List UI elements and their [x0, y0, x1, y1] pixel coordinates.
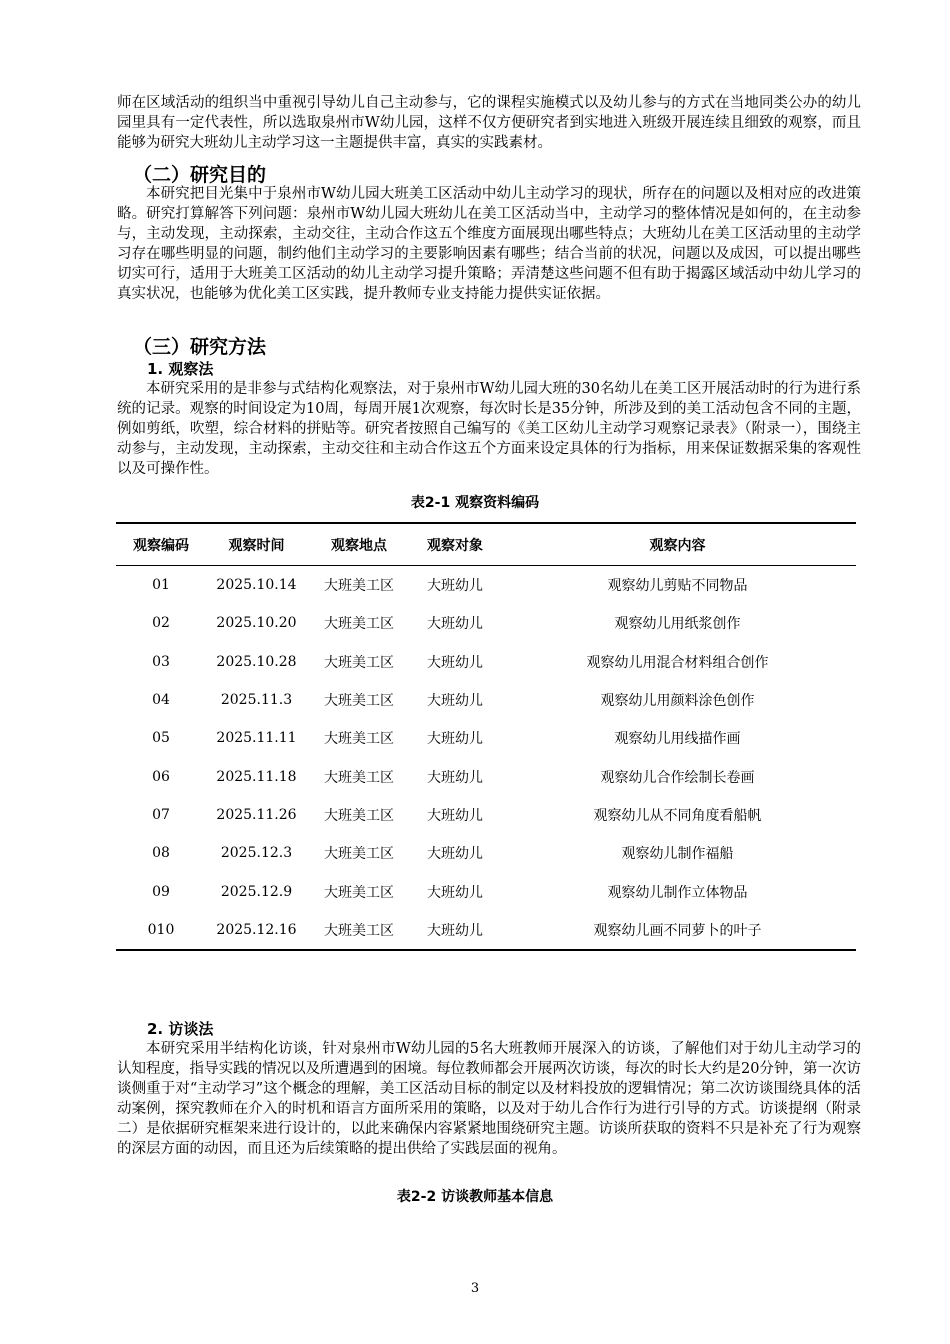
table-cell: 03	[152, 653, 170, 670]
table-cell: 观察幼儿制作福船	[621, 846, 734, 863]
table-cell: 大班美工区	[324, 807, 394, 824]
table-cell: 观察幼儿剪贴不同物品	[607, 578, 748, 595]
table-cell: 观察幼儿制作立体物品	[607, 884, 748, 901]
table-cell: 观察幼儿合作绘制长卷画	[600, 769, 755, 786]
table-cell: 观察幼儿用颜料涂色创作	[600, 693, 755, 710]
table-cell: 05	[152, 730, 170, 747]
table-cell: 2025.12.3	[220, 845, 293, 862]
table-row	[116, 566, 856, 605]
table-cell: 大班美工区	[324, 693, 394, 710]
observation-coding-table	[116, 522, 856, 951]
table-cell: 大班美工区	[324, 922, 394, 939]
observation-paragraph: 本研究采用的是非参与式结构化观察法，对于泉州市W幼儿园大班的30名幼儿在美工区开展活动时的行为进行系统的记录。观察的时间设定为10周，每周开展1次观察，每次时长是35分钟，所涉及到的美工活动包含不同的主题，例如剪纸，吹塑，综合材料的拼贴等。研究者按照自己编写的《美工区幼儿主动学习观察记录表》（附录一），围绕主动参与，主动发现，主动探索，主动交往和主动合作这五个方面来设定具体的行为指标，用来保证数据采集的客观性以及可操作性。	[117, 381, 861, 477]
purpose-paragraph: 本研究把目光集中于泉州市W幼儿园大班美工区活动中幼儿主动学习的现状，所存在的问题以及相对应的改进策略。研究打算解答下列问题：泉州市W幼儿园大班幼儿在美工区活动当中，主动学习的整体情况是如何的，在主动参与，主动发现，主动探索，主动交往，主动合作这五个维度方面展现出哪些特点；大班幼儿在美工区活动里的主动学习存在哪些明显的问题，制约他们主动学习的主要影响因素有哪些；结合当前的状况，问题以及成因，可以提出哪些切实可行，适用于大班美工区活动的幼儿主动学习提升策略；弄清楚这些问题不但有助于揭露区域活动中幼儿学习的真实状况，也能够为优化美工区实践，提升教师专业支持能力提供实证依据。	[117, 186, 861, 302]
table-caption-interview: 表2-2 访谈教师基本信息	[396, 1189, 554, 1205]
table-cell: 010	[147, 921, 175, 938]
page-number: 3	[470, 1281, 480, 1296]
table-cell: 2025.12.16	[216, 921, 297, 938]
table-row	[116, 872, 856, 910]
table-cell: 大班美工区	[324, 578, 394, 595]
table-cell: 大班幼儿	[427, 807, 483, 824]
table-cell: 2025.10.20	[216, 615, 297, 632]
table-cell: 大班美工区	[324, 846, 394, 863]
table-cell: 大班幼儿	[427, 884, 483, 901]
column-header: 观察时间	[206, 523, 307, 566]
table-cell: 04	[152, 692, 170, 709]
column-header: 观察地点	[307, 523, 411, 566]
table-cell: 大班美工区	[324, 654, 394, 671]
table-cell: 大班美工区	[324, 884, 394, 901]
method-heading-interview: 2. 访谈法	[147, 1020, 214, 1038]
table-cell: 观察幼儿画不同萝卜的叶子	[593, 922, 762, 939]
table-cell: 2025.10.14	[216, 577, 297, 594]
table-row	[116, 911, 856, 950]
table-row	[116, 604, 856, 642]
table-cell: 大班美工区	[324, 731, 394, 748]
table-cell: 大班幼儿	[427, 654, 483, 671]
table-cell: 06	[152, 768, 170, 785]
table-header-row	[116, 523, 856, 566]
table-cell: 大班美工区	[324, 769, 394, 786]
table-cell: 大班美工区	[324, 616, 394, 633]
table-row	[116, 643, 856, 681]
table-cell: 大班幼儿	[427, 846, 483, 863]
table-row	[116, 681, 856, 719]
table-row	[116, 757, 856, 795]
table-cell: 2025.11.18	[216, 768, 297, 785]
table-cell: 2025.12.9	[220, 883, 293, 900]
table-cell: 大班幼儿	[427, 731, 483, 748]
interview-paragraph: 本研究采用半结构化访谈，针对泉州市W幼儿园的5名大班教师开展深入的访谈，了解他们对于幼儿主动学习的认知程度，指导实践的情况以及所遭遇到的困境。每位教师都会开展两次访谈，每次的时长大约是20分钟，第一次访谈侧重于对“主动学习”这个概念的理解，美工区活动目标的制定以及材料投放的逻辑情况；第二次访谈围绕具体的活动案例，探究教师在介入的时机和语言方面所采用的策略，以及对于幼儿合作行为进行引导的方式。访谈提纲（附录二）是依据研究框架来进行设计的，以此来确保内容紧紧地围绕研究主题。访谈所获取的资料不只是补充了行为观察的深层方面的动因，而且还为后续策略的提出供给了实践层面的视角。	[117, 1041, 861, 1157]
table-cell: 09	[152, 883, 170, 900]
table-cell: 大班幼儿	[427, 616, 483, 633]
column-header: 观察对象	[411, 523, 499, 566]
table-cell: 观察幼儿从不同角度看船帆	[593, 807, 762, 824]
table-cell: 2025.11.26	[216, 806, 297, 823]
table-cell: 观察幼儿用混合材料组合创作	[586, 654, 769, 671]
method-heading-observation: 1. 观察法	[147, 360, 214, 378]
table-cell: 观察幼儿用线描作画	[614, 731, 741, 748]
table-cell: 02	[152, 615, 170, 632]
table-cell: 08	[152, 845, 170, 862]
table-cell: 观察幼儿用纸浆创作	[614, 616, 741, 633]
column-header: 观察内容	[499, 523, 856, 566]
table-caption-observation: 表2-1 观察资料编码	[410, 495, 540, 511]
table-row	[116, 796, 856, 834]
section-heading-purpose: （二）研究目的	[133, 164, 267, 186]
table-cell: 大班幼儿	[427, 693, 483, 710]
table-cell: 2025.11.11	[216, 730, 297, 747]
table-cell: 01	[152, 577, 170, 594]
table-row	[116, 719, 856, 757]
section-heading-methods: （三）研究方法	[133, 336, 267, 358]
table-cell: 大班幼儿	[427, 578, 483, 595]
table-cell: 大班幼儿	[427, 922, 483, 939]
table-cell: 07	[152, 806, 170, 823]
table-cell: 2025.10.28	[216, 653, 297, 670]
table-row	[116, 834, 856, 872]
table-cell: 大班幼儿	[427, 769, 483, 786]
column-header: 观察编码	[116, 523, 206, 566]
table-cell: 2025.11.3	[220, 692, 293, 709]
intro-paragraph: 师在区域活动的组织当中重视引导幼儿自己主动参与，它的课程实施模式以及幼儿参与的方式在当地同类公办的幼儿园里具有一定代表性，所以选取泉州市W幼儿园，这样不仅方便研究者到实地进入班级开展连续且细致的观察，而且能够为研究大班幼儿主动学习这一主题提供丰富，真实的实践素材。	[117, 95, 861, 151]
